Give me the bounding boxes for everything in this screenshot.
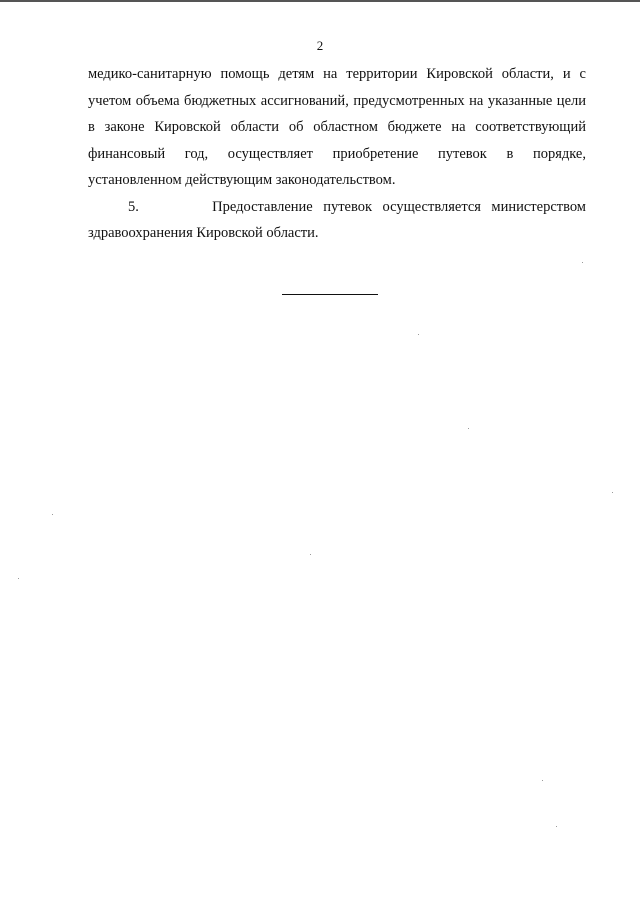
scan-speck xyxy=(556,826,557,827)
scan-speck xyxy=(310,554,311,555)
closing-rule xyxy=(282,294,378,295)
page-top-border xyxy=(0,0,640,2)
document-body xyxy=(88,61,586,247)
scan-speck xyxy=(612,492,613,493)
scan-speck xyxy=(468,428,469,429)
scan-speck xyxy=(542,780,543,781)
paragraph-continuation: медико-санитарную помощь детям на территории Кировской области, и с учетом объема бюджетных ассигнований, предусмотренных на указанные цели в законе Кировской области об областном бюджете на соответствующий финансовый год, осуществляет приобретение путевок в порядке, установленном действующим законодательством. xyxy=(88,66,586,188)
paragraph-item-5: 5. Предоставление путевок осуществляется министерством здравоохранения Кировской области. xyxy=(88,198,586,241)
scan-speck xyxy=(52,514,53,515)
scan-speck xyxy=(18,578,19,579)
scan-speck xyxy=(418,334,419,335)
page-number: 2 xyxy=(316,38,324,53)
scan-speck xyxy=(582,262,583,263)
